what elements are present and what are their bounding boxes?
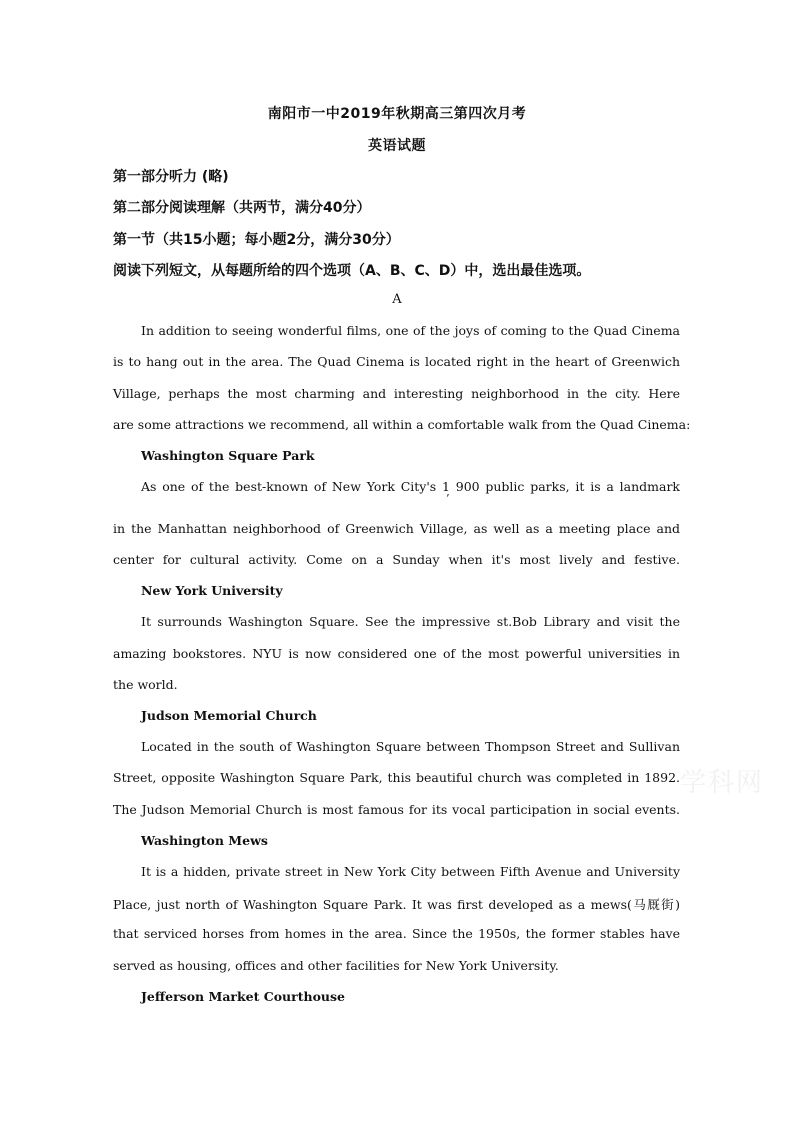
- stray-mark: ’: [446, 492, 450, 505]
- attraction-line: As one of the best-known of New York City's 1 900 public parks, it is a landmark: [141, 479, 680, 494]
- exam-title: 南阳市一中2019年秋期高三第四次月考: [267, 106, 527, 122]
- exam-subtitle: 英语试题: [368, 138, 426, 154]
- attraction-line: The Judson Memorial Church is most famous for its vocal participation in social events.: [113, 802, 680, 817]
- attraction-line: It surrounds Washington Square. See the impressive st.Bob Library and visit the: [141, 614, 680, 629]
- part1-heading: 第一部分听力 (略): [113, 169, 229, 185]
- attraction-line: It is a hidden, private street in New York City between Fifth Avenue and University: [141, 864, 680, 879]
- intro-line: are some attractions we recommend, all within a comfortable walk from the Quad Cinema:: [113, 417, 691, 432]
- attraction-line: that serviced horses from homes in the area. Since the 1950s, the former stables have: [113, 926, 680, 941]
- intro-line: In addition to seeing wonderful films, one of the joys of coming to the Quad Cinema: [141, 323, 680, 338]
- attraction-line: the world.: [113, 677, 178, 692]
- faint-watermark: 学科网: [680, 768, 765, 798]
- attraction-heading: Jefferson Market Courthouse: [141, 989, 345, 1004]
- attraction-heading: Washington Square Park: [141, 448, 315, 463]
- attraction-line: served as housing, offices and other facilities for New York University.: [113, 958, 559, 973]
- attraction-heading: New York University: [141, 583, 283, 598]
- passage-letter: A: [392, 292, 402, 307]
- instruction-text: 阅读下列短文，从每题所给的四个选项（A、B、C、D）中，选出最佳选项。: [113, 263, 591, 279]
- attraction-line: Street, opposite Washington Square Park, this beautiful church was completed in 1892.: [113, 770, 680, 785]
- attraction-line: in the Manhattan neighborhood of Greenwich Village, as well as a meeting place and: [113, 521, 680, 536]
- intro-line: is to hang out in the area. The Quad Cinema is located right in the heart of Greenwich: [113, 354, 680, 369]
- attraction-heading: Washington Mews: [141, 833, 268, 848]
- intro-line: Village, perhaps the most charming and interesting neighborhood in the city. Here: [113, 386, 680, 401]
- attraction-line: Place, just north of Washington Square Park. It was first developed as a mews(马厩街): [113, 897, 680, 912]
- attraction-heading: Judson Memorial Church: [141, 708, 317, 723]
- attraction-line: amazing bookstores. NYU is now considered one of the most powerful universities in: [113, 646, 680, 661]
- section1-heading: 第一节（共15小题；每小题2分，满分30分）: [113, 232, 400, 248]
- part2-heading: 第二部分阅读理解（共两节，满分40分）: [113, 200, 371, 216]
- attraction-line: Located in the south of Washington Square between Thompson Street and Sullivan: [141, 739, 680, 754]
- attraction-line: center for cultural activity. Come on a Sunday when it's most lively and festive.: [113, 552, 680, 567]
